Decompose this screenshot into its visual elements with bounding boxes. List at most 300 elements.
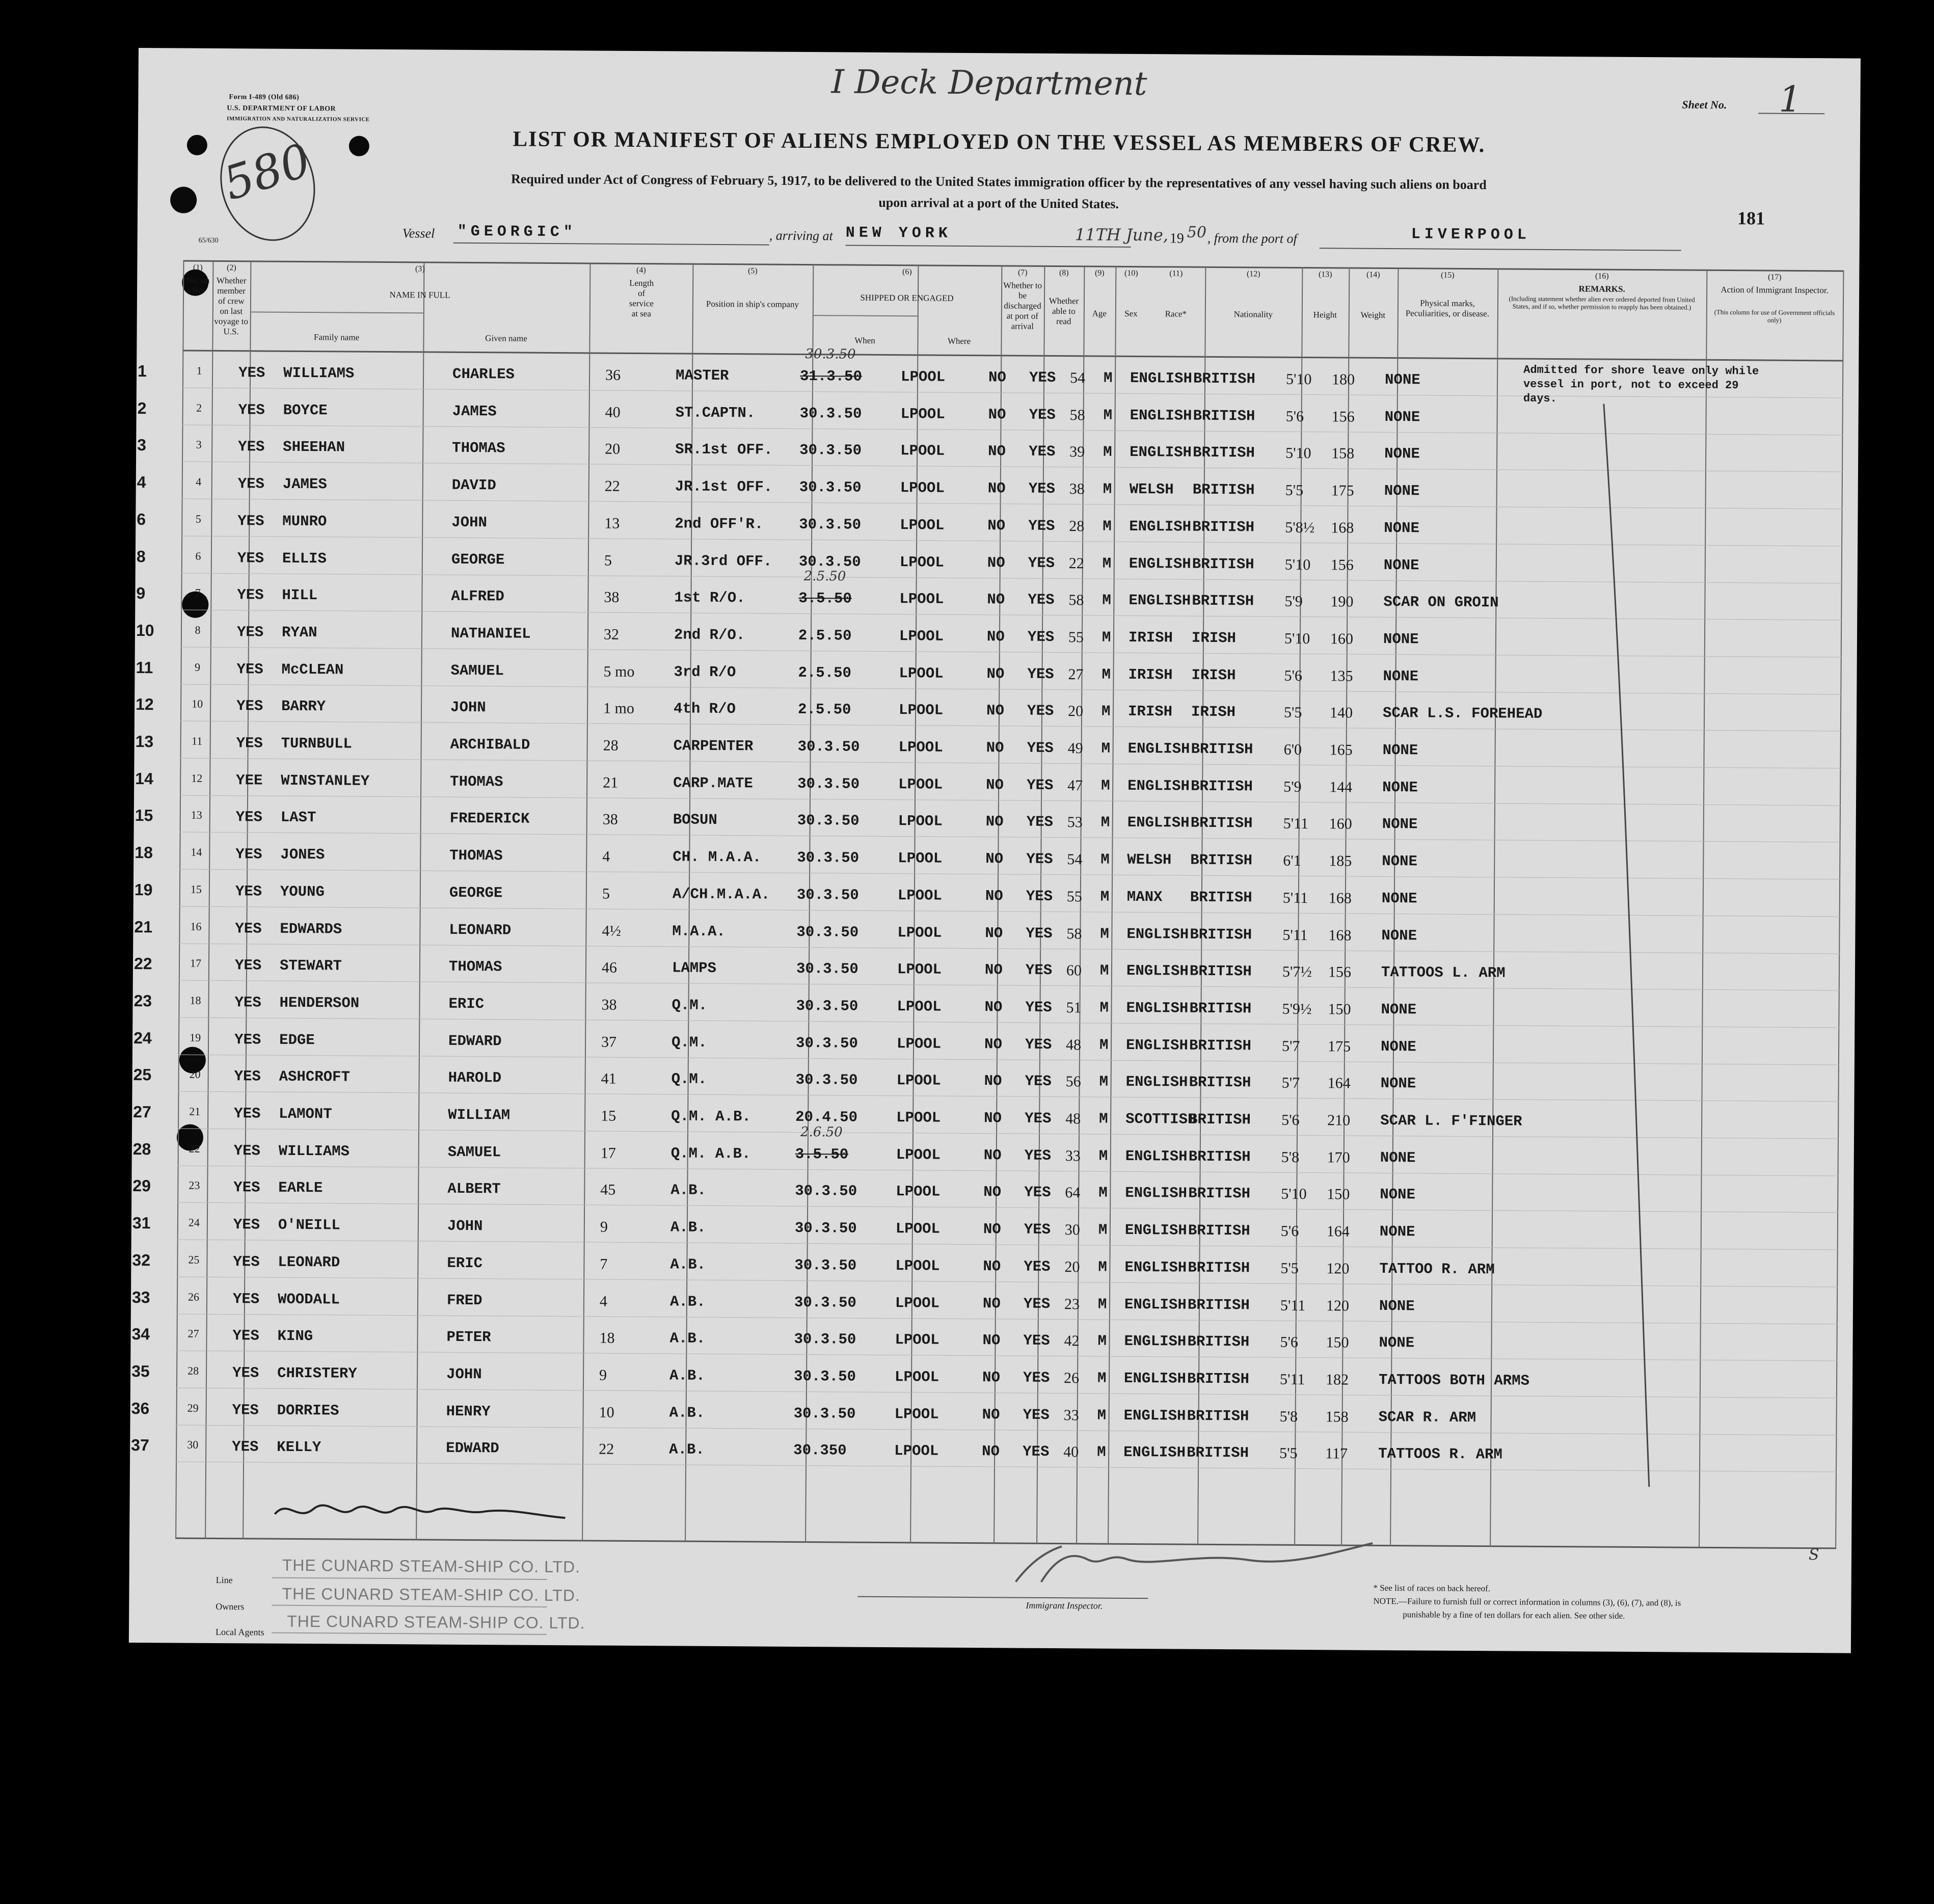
cell-when: 30.3.50 (793, 1405, 856, 1423)
col-num: (12) (1246, 270, 1260, 279)
cell-weight: 135 (1330, 667, 1353, 685)
cell-race: ENGLISH (1130, 444, 1192, 462)
cell-weight: 156 (1328, 963, 1352, 981)
cell-race: WELSH (1127, 851, 1172, 869)
col-num: (14) (1366, 270, 1380, 279)
cell-nationality: BRITISH (1190, 926, 1252, 943)
cell-marks: NONE (1381, 927, 1417, 944)
cell-no: 20 (189, 1067, 201, 1081)
cell-height: 5'6 (1280, 1222, 1299, 1240)
sheet-label: Sheet No. (1682, 98, 1727, 112)
cell-weight: 160 (1329, 815, 1352, 833)
cell-sex: M (1102, 555, 1112, 572)
cell-when: 30.3.50 (797, 738, 860, 756)
cell-nationality: IRISH (1191, 629, 1237, 647)
cell-last: YES (237, 549, 264, 567)
row-reference-number: 22 (133, 954, 152, 973)
cell-given: WILLIAM (448, 1106, 511, 1124)
cell-no: 12 (191, 771, 203, 785)
cell-last: YES (235, 846, 262, 863)
cell-given: ALBERT (447, 1181, 501, 1198)
remark-text: Admitted for shore leave only while vessel in port, not to exceed 29 days. (1523, 363, 1759, 406)
header-race: Race* (1165, 309, 1187, 319)
cell-nationality: BRITISH (1187, 1370, 1250, 1388)
cell-given: PETER (446, 1328, 491, 1346)
cell-weight: 150 (1328, 1001, 1351, 1018)
cell-age: 23 (1064, 1295, 1080, 1312)
cell-height: 5'8 (1279, 1408, 1298, 1425)
cell-read: YES (1029, 443, 1056, 461)
department-name: U.S. DEPARTMENT OF LABOR (227, 104, 336, 113)
cell-age: 20 (1064, 1258, 1080, 1276)
cell-nationality: IRISH (1191, 703, 1236, 721)
cell-discharged: NO (982, 1332, 1001, 1349)
cell-when: 30.3.50 (794, 1331, 856, 1348)
cell-when: 2.5.50 (798, 627, 852, 645)
header-age: Age (1092, 308, 1107, 318)
row-reference-number: 4 (137, 473, 146, 492)
cell-height: 5'11 (1283, 815, 1309, 833)
cell-discharged: NO (985, 887, 1003, 905)
cell-last: YES (236, 698, 263, 715)
cell-marks: NONE (1382, 741, 1418, 759)
cell-race: MANX (1126, 888, 1163, 906)
cell-discharged: NO (986, 739, 1004, 757)
cell-when: 30.3.50 (795, 1183, 857, 1200)
cell-discharged: NO (986, 665, 1005, 682)
cell-when: 30.3.50 (799, 516, 862, 533)
cell-discharged: NO (988, 406, 1006, 423)
cell-nationality: BRITISH (1188, 1148, 1251, 1166)
header-where: Where (947, 336, 971, 346)
cell-height: 5'11 (1282, 889, 1308, 906)
cell-when: 2.5.50 (797, 701, 851, 718)
cell-position: A.B. (670, 1182, 707, 1199)
cell-position: CARP.MATE (673, 774, 753, 792)
cell-family: ASHCROFT (279, 1068, 351, 1086)
cell-service: 38 (602, 811, 618, 828)
cell-family: RYAN (281, 624, 317, 641)
cell-weight: 164 (1326, 1223, 1350, 1240)
header-service: Length of service at sea (629, 278, 654, 319)
cell-discharged: NO (984, 999, 1003, 1016)
cell-position: LAMPS (671, 959, 717, 977)
row-reference-number: 2 (137, 398, 147, 417)
cell-race: ENGLISH (1127, 777, 1190, 795)
cell-position: 3rd R/O (674, 663, 736, 681)
cell-nationality: BRITISH (1189, 1074, 1251, 1091)
cell-age: 30 (1064, 1221, 1080, 1239)
cell-height: 6'0 (1283, 741, 1302, 758)
cell-position: A.B. (669, 1441, 705, 1459)
cell-where: LPOOL (895, 1257, 940, 1275)
cell-family: KELLY (277, 1439, 321, 1456)
cell-weight: 150 (1326, 1334, 1349, 1351)
col-num: (9) (1094, 269, 1105, 278)
header-weight: Weight (1360, 310, 1386, 320)
cell-given: FRED (446, 1292, 482, 1309)
cell-service: 18 (599, 1329, 615, 1347)
cell-when-correction: 30.3.50 (805, 346, 856, 362)
header-physical-marks: Physical marks, Peculiarities, or disease. (1405, 298, 1490, 319)
cell-race: ENGLISH (1125, 1185, 1188, 1202)
cell-sex: M (1099, 999, 1109, 1016)
cell-marks: NONE (1381, 1001, 1417, 1018)
cell-weight: 185 (1329, 852, 1352, 870)
row-reference-number: 8 (136, 547, 146, 566)
cell-sex: M (1099, 1036, 1109, 1054)
cell-age: 49 (1067, 740, 1083, 757)
cell-no: 24 (188, 1216, 200, 1229)
col-num: (10) (1124, 269, 1138, 278)
cell-marks: SCAR L.S. FOREHEAD (1382, 705, 1543, 723)
cell-race: ENGLISH (1130, 369, 1193, 387)
row-reference-number: 28 (132, 1139, 151, 1158)
cell-service: 32 (603, 626, 620, 643)
cell-when: 30.3.50 (794, 1294, 856, 1311)
cell-no: 2 (196, 401, 202, 414)
cell-discharged: NO (982, 1295, 1001, 1312)
header-remarks: REMARKS. (1578, 284, 1625, 294)
cell-given: LEONARD (449, 921, 512, 938)
cell-service: 13 (604, 515, 620, 532)
row-reference-number: 27 (133, 1102, 151, 1121)
cell-sex: M (1099, 962, 1109, 979)
cell-marks: TATTOOS L. ARM (1381, 964, 1506, 982)
cell-where: LPOOL (896, 1109, 941, 1127)
cell-age: 54 (1067, 851, 1083, 868)
cell-race: ENGLISH (1123, 1370, 1187, 1387)
cell-family: BARRY (281, 698, 326, 715)
cell-no: 29 (187, 1401, 199, 1414)
cell-service: 5 (602, 885, 610, 902)
row-reference-number: 11 (136, 658, 153, 677)
cell-nationality: BRITISH (1187, 1296, 1250, 1313)
cell-family: YOUNG (280, 883, 325, 901)
cell-height: 5'11 (1280, 1297, 1306, 1314)
cell-read: YES (1028, 480, 1056, 498)
cell-last: YES (234, 994, 261, 1011)
cell-given: THOMAS (450, 773, 503, 791)
cell-no: 15 (190, 882, 202, 896)
cell-position: A.B. (669, 1293, 706, 1310)
row-reference-number: 32 (132, 1250, 151, 1269)
cell-read: YES (1027, 739, 1054, 757)
cell-where: LPOOL (899, 664, 944, 682)
cell-sex: M (1099, 1073, 1109, 1090)
cell-race: IRISH (1128, 629, 1173, 647)
cell-read: YES (1025, 1110, 1052, 1127)
sheet-number: 1 (1779, 78, 1802, 120)
cell-given: JOHN (447, 1217, 483, 1235)
cell-sex: M (1100, 851, 1110, 868)
cell-read: YES (1026, 925, 1053, 942)
cell-age: 26 (1063, 1370, 1080, 1387)
cell-family: DORRIES (277, 1402, 339, 1419)
cell-discharged: NO (986, 628, 1005, 646)
cell-discharged: NO (985, 813, 1004, 830)
cell-race: ENGLISH (1125, 1036, 1189, 1054)
cell-nationality: BRITISH (1193, 444, 1255, 462)
cell-family: CHRISTERY (277, 1364, 357, 1382)
cell-service: 41 (601, 1070, 616, 1088)
cell-given: ERIC (448, 995, 485, 1013)
cell-where: LPOOL (896, 1072, 941, 1089)
departure-port: LIVERPOOL (1411, 226, 1530, 244)
row-reference-number: 13 (135, 732, 154, 751)
cell-age: 28 (1069, 517, 1085, 535)
cell-height: 5'7 (1281, 1037, 1300, 1055)
cell-height: 5'8 (1281, 1148, 1300, 1166)
cell-age: 53 (1067, 814, 1083, 831)
cell-height: 5'9½ (1282, 1000, 1312, 1017)
cell-last: YES (237, 586, 264, 604)
cell-age: 55 (1068, 629, 1084, 646)
cell-family: WOODALL (277, 1291, 340, 1308)
requirement-text: Required under Act of Congress of February 5, 1917, to be delivered to the United States immigration officer by the representatives of any vessel having such aliens on board (511, 171, 1487, 193)
cell-service: 5 mo (603, 663, 635, 680)
header-name: NAME IN FULL (389, 290, 450, 300)
cell-marks: NONE (1382, 816, 1418, 833)
cell-weight: 180 (1331, 371, 1355, 388)
cell-marks: TATTOOS BOTH ARMS (1378, 1371, 1530, 1389)
cell-read: YES (1024, 1184, 1051, 1201)
row-reference-number: 12 (136, 695, 154, 714)
cell-race: ENGLISH (1124, 1333, 1187, 1350)
owners-stamp: THE CUNARD STEAM-SHIP CO. LTD. (282, 1584, 580, 1605)
col-num: (2) (226, 263, 236, 273)
cell-last: YES (232, 1290, 260, 1307)
cell-height: 5'5 (1280, 1259, 1299, 1277)
cell-where: LPOOL (897, 887, 942, 904)
cell-when: 30.3.50 (799, 442, 862, 460)
cell-marks: NONE (1379, 1297, 1415, 1315)
cell-weight: 158 (1331, 445, 1355, 462)
cell-height: 5'7 (1281, 1075, 1300, 1092)
cell-nationality: BRITISH (1187, 1407, 1249, 1425)
cell-family: McCLEAN (281, 661, 344, 679)
cell-position: Q.M. A.B. (671, 1108, 751, 1125)
cell-when: 30.3.50 (796, 886, 859, 904)
cell-family: EDGE (279, 1031, 315, 1049)
cell-discharged: NO (984, 1035, 1002, 1053)
cell-given: JOHN (446, 1365, 482, 1383)
cell-height: 5'7½ (1282, 963, 1312, 981)
cell-read: YES (1027, 776, 1054, 794)
cell-where: LPOOL (894, 1405, 939, 1423)
col-num: (3) (415, 264, 425, 274)
cell-last: YES (233, 1216, 260, 1233)
cell-position: 4th R/O (673, 700, 736, 718)
cell-discharged: NO (982, 1369, 1001, 1386)
row-reference-number: 9 (136, 584, 146, 603)
row-reference-number: 37 (131, 1436, 149, 1455)
department-note: I Deck Department (831, 63, 1147, 103)
row-reference-number: 6 (137, 509, 146, 528)
cell-race: ENGLISH (1124, 1258, 1187, 1276)
cell-height: 5'9 (1284, 593, 1303, 610)
cell-race: ENGLISH (1129, 592, 1191, 609)
cell-height: 5'10 (1285, 445, 1311, 462)
cell-race: ENGLISH (1126, 925, 1189, 943)
cell-no: 16 (190, 920, 202, 933)
arriving-port: NEW YORK (845, 224, 952, 243)
cell-family: WILLIAMS (278, 1142, 350, 1160)
cell-weight: 175 (1327, 1037, 1351, 1055)
cell-race: IRISH (1128, 666, 1173, 684)
cell-position: A.B. (670, 1256, 706, 1273)
line-stamp: THE CUNARD STEAM-SHIP CO. LTD. (282, 1556, 581, 1576)
cell-last: YES (238, 438, 265, 455)
cell-race: WELSH (1129, 480, 1174, 498)
cell-given: DAVID (451, 476, 496, 494)
cell-given: JAMES (452, 403, 497, 420)
handwritten-number: 580 (217, 133, 317, 211)
cell-read: YES (1023, 1332, 1050, 1350)
cell-no: 6 (195, 549, 201, 562)
cell-read: YES (1027, 702, 1054, 720)
cell-when: 30.3.50 (799, 405, 862, 422)
row-reference-number: 15 (135, 806, 153, 825)
header-family-name: Family name (313, 332, 360, 342)
cell-where: LPOOL (896, 1183, 941, 1201)
row-reference-number: 34 (131, 1325, 150, 1344)
cell-where: LPOOL (898, 739, 943, 756)
cell-height: 6'1 (1283, 852, 1301, 870)
cell-no: 27 (187, 1327, 199, 1340)
cell-when: 30.3.50 (795, 1034, 858, 1052)
cell-height: 5'11 (1279, 1371, 1305, 1388)
cell-no: 4 (196, 475, 202, 488)
cell-service: 21 (603, 774, 619, 791)
cell-given: JOHN (451, 514, 488, 531)
cell-position: 1st R/O. (674, 589, 745, 607)
cell-last: YES (233, 1142, 261, 1160)
cell-when: 30.3.50 (796, 960, 858, 978)
year-prefix: 19 (1169, 230, 1184, 247)
cell-race: ENGLISH (1125, 1074, 1188, 1091)
cell-age: 58 (1069, 406, 1085, 424)
cell-no: 5 (195, 512, 201, 525)
cell-last: YES (236, 735, 263, 752)
cell-last: YES (237, 513, 264, 530)
cell-service: 40 (605, 404, 621, 421)
cell-age: 33 (1065, 1147, 1081, 1165)
cell-marks: TATTOO R. ARM (1379, 1260, 1495, 1278)
cell-marks: NONE (1383, 556, 1419, 574)
cell-last: YES (238, 401, 265, 419)
cell-sex: M (1100, 925, 1109, 943)
cell-last: YES (234, 1105, 261, 1122)
cell-marks: NONE (1382, 853, 1418, 870)
cell-age: 22 (1068, 554, 1084, 572)
line-label: Line (216, 1574, 233, 1586)
cell-age: 64 (1065, 1184, 1081, 1201)
col-num: (11) (1169, 269, 1183, 278)
cell-given: THOMAS (448, 958, 502, 976)
cell-read: YES (1028, 517, 1055, 534)
cell-position: Q.M. A.B. (670, 1145, 751, 1163)
cell-age: 40 (1063, 1443, 1079, 1461)
cell-no: 22 (189, 1142, 200, 1155)
cell-sex: M (1100, 888, 1110, 905)
header-height: Height (1313, 310, 1337, 320)
cell-family: JAMES (282, 475, 327, 493)
row-reference-number: 10 (136, 621, 154, 640)
row-reference-number: 24 (133, 1028, 152, 1047)
cell-given: THOMAS (452, 440, 505, 457)
cell-marks: NONE (1383, 630, 1419, 648)
cell-marks: SCAR R. ARM (1378, 1408, 1476, 1426)
end-squiggle (272, 1494, 568, 1526)
corner-letter: S (1808, 1546, 1819, 1564)
cell-sex: M (1097, 1332, 1107, 1350)
cell-service: 38 (604, 588, 620, 606)
cell-sex: M (1103, 443, 1112, 461)
cell-service: 4 (602, 848, 610, 865)
cell-race: SCOTTISH (1125, 1110, 1197, 1128)
cell-marks: TATTOOS R. ARM (1378, 1445, 1502, 1463)
cell-marks: NONE (1379, 1334, 1415, 1352)
cell-nationality: BRITISH (1188, 1185, 1251, 1202)
cell-height: 5'5 (1279, 1445, 1298, 1462)
cell-weight: 182 (1325, 1371, 1349, 1388)
cell-age: 48 (1065, 1110, 1081, 1128)
cell-family: EDWARDS (280, 920, 342, 937)
cell-read: YES (1023, 1369, 1050, 1386)
cell-nationality: BRITISH (1189, 1037, 1252, 1054)
cell-last: YES (236, 660, 263, 678)
cell-where: LPOOL (896, 1035, 942, 1053)
cell-read: YES (1023, 1443, 1050, 1461)
cell-where: LPOOL (895, 1220, 940, 1238)
agents-label: Local Agents (215, 1626, 264, 1638)
cell-when: 30.3.50 (796, 997, 858, 1015)
cell-given: CHARLES (452, 365, 515, 383)
cell-read: YES (1025, 961, 1053, 979)
remark-line (1592, 401, 1670, 1492)
cell-where: LPOOL (898, 850, 943, 867)
cell-when: 3.5.50 (798, 590, 852, 607)
cell-age: 54 (1069, 369, 1086, 387)
cell-weight: 117 (1325, 1445, 1348, 1462)
cell-no: 18 (190, 994, 201, 1007)
cell-sex: M (1102, 629, 1111, 646)
col-num: (15) (1440, 271, 1455, 280)
cell-discharged: NO (987, 480, 1006, 497)
cell-service: 46 (601, 959, 617, 976)
col-num: (4) (636, 265, 646, 275)
cell-race: IRISH (1127, 703, 1173, 720)
cell-position: ST.CAPTN. (675, 404, 756, 422)
cell-discharged: NO (986, 776, 1004, 794)
header-inspector-action: Action of Immigrant Inspector. (1721, 284, 1829, 296)
cell-service: 4½ (602, 922, 622, 940)
cell-when: 30.3.50 (795, 1071, 858, 1089)
cell-discharged: NO (986, 702, 1004, 719)
cell-weight: 144 (1329, 778, 1353, 796)
cell-weight: 156 (1330, 556, 1354, 574)
cell-race: ENGLISH (1129, 518, 1192, 535)
cell-read: YES (1023, 1406, 1050, 1424)
crew-table (131, 260, 1844, 1549)
cell-family: HENDERSON (279, 994, 360, 1012)
cell-no: 28 (187, 1364, 199, 1377)
cell-last: YES (232, 1438, 259, 1456)
cell-position: CARPENTER (673, 737, 754, 755)
cell-nationality: BRITISH (1190, 851, 1253, 869)
cell-discharged: NO (985, 924, 1003, 942)
